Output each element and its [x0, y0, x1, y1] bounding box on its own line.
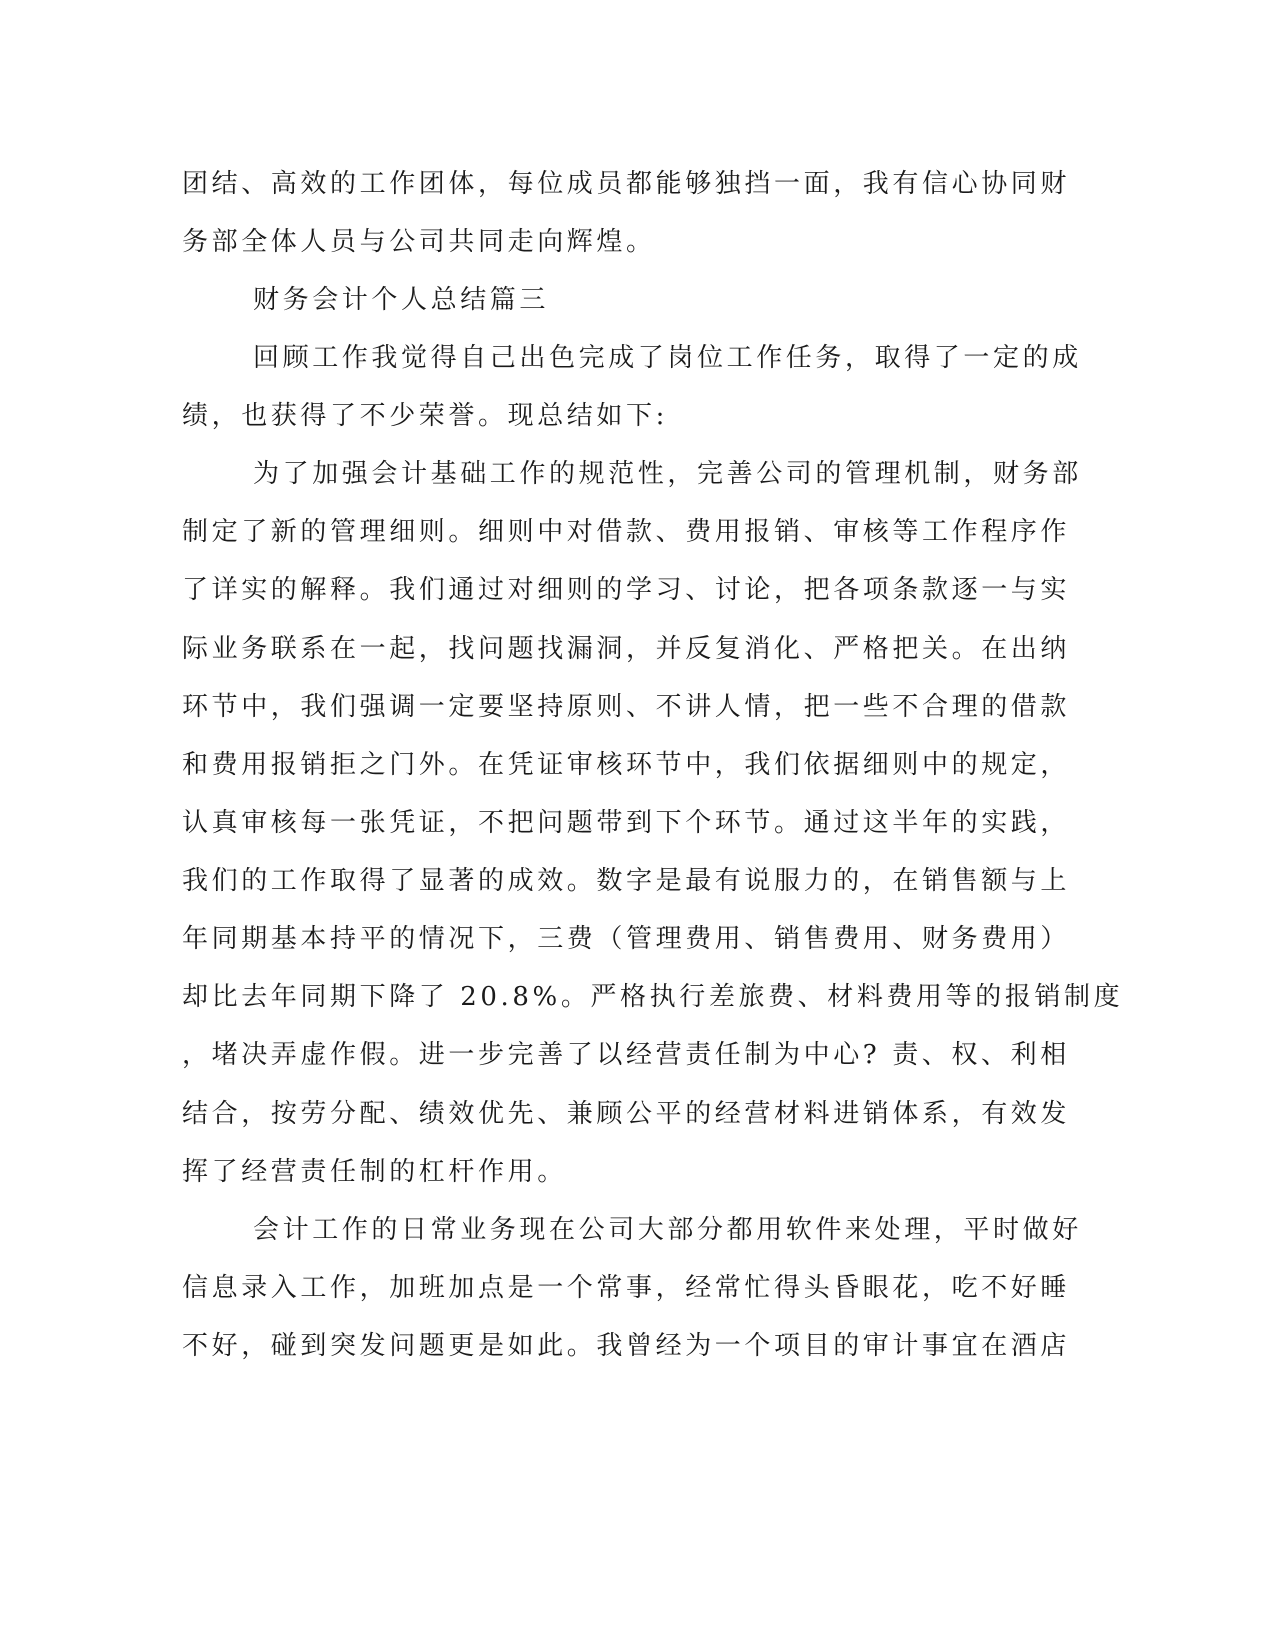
text-line: 挥了经营责任制的杠杆作用。 — [182, 1157, 567, 1187]
text-line: 团结、高效的工作团体，每位成员都能够独挡一面，我有信心协同财 — [182, 169, 1071, 199]
section-heading: 财务会计个人总结篇三 — [253, 285, 550, 315]
text-line: 却比去年同期下降了 20.8%。严格执行差旅费、材料费用等的报销制度 — [182, 982, 1124, 1012]
text-line: ，堵决弄虚作假。进一步完善了以经营责任制为中心? 责、权、利相 — [182, 1040, 1070, 1070]
text-line: 为了加强会计基础工作的规范性，完善公司的管理机制，财务部 — [253, 459, 1082, 489]
text-line: 制定了新的管理细则。细则中对借款、费用报销、审核等工作程序作 — [182, 517, 1071, 547]
text-line: 环节中，我们强调一定要坚持原则、不讲人情，把一些不合理的借款 — [182, 692, 1071, 722]
text-line: 结合，按劳分配、绩效优先、兼顾公平的经营材料进销体系，有效发 — [182, 1099, 1071, 1129]
text-line: 年同期基本持平的情况下，三费（管理费用、销售费用、财务费用） — [182, 924, 1071, 954]
text-line: 绩，也获得了不少荣誉。现总结如下: — [182, 401, 668, 431]
text-line: 认真审核每一张凭证，不把问题带到下个环节。通过这半年的实践， — [182, 808, 1071, 838]
text-line: 际业务联系在一起，找问题找漏洞，并反复消化、严格把关。在出纳 — [182, 634, 1071, 664]
text-line: 不好，碰到突发问题更是如此。我曾经为一个项目的审计事宜在酒店 — [182, 1331, 1071, 1361]
text-line: 会计工作的日常业务现在公司大部分都用软件来处理，平时做好 — [253, 1215, 1082, 1245]
text-line: 回顾工作我觉得自己出色完成了岗位工作任务，取得了一定的成 — [253, 343, 1082, 373]
text-line: 了详实的解释。我们通过对细则的学习、讨论，把各项条款逐一与实 — [182, 575, 1071, 605]
text-line: 信息录入工作，加班加点是一个常事，经常忙得头昏眼花，吃不好睡 — [182, 1273, 1071, 1303]
text-line: 务部全体人员与公司共同走向辉煌。 — [182, 227, 656, 257]
text-line: 我们的工作取得了显著的成效。数字是最有说服力的，在销售额与上 — [182, 866, 1071, 896]
text-line: 和费用报销拒之门外。在凭证审核环节中，我们依据细则中的规定， — [182, 750, 1071, 780]
